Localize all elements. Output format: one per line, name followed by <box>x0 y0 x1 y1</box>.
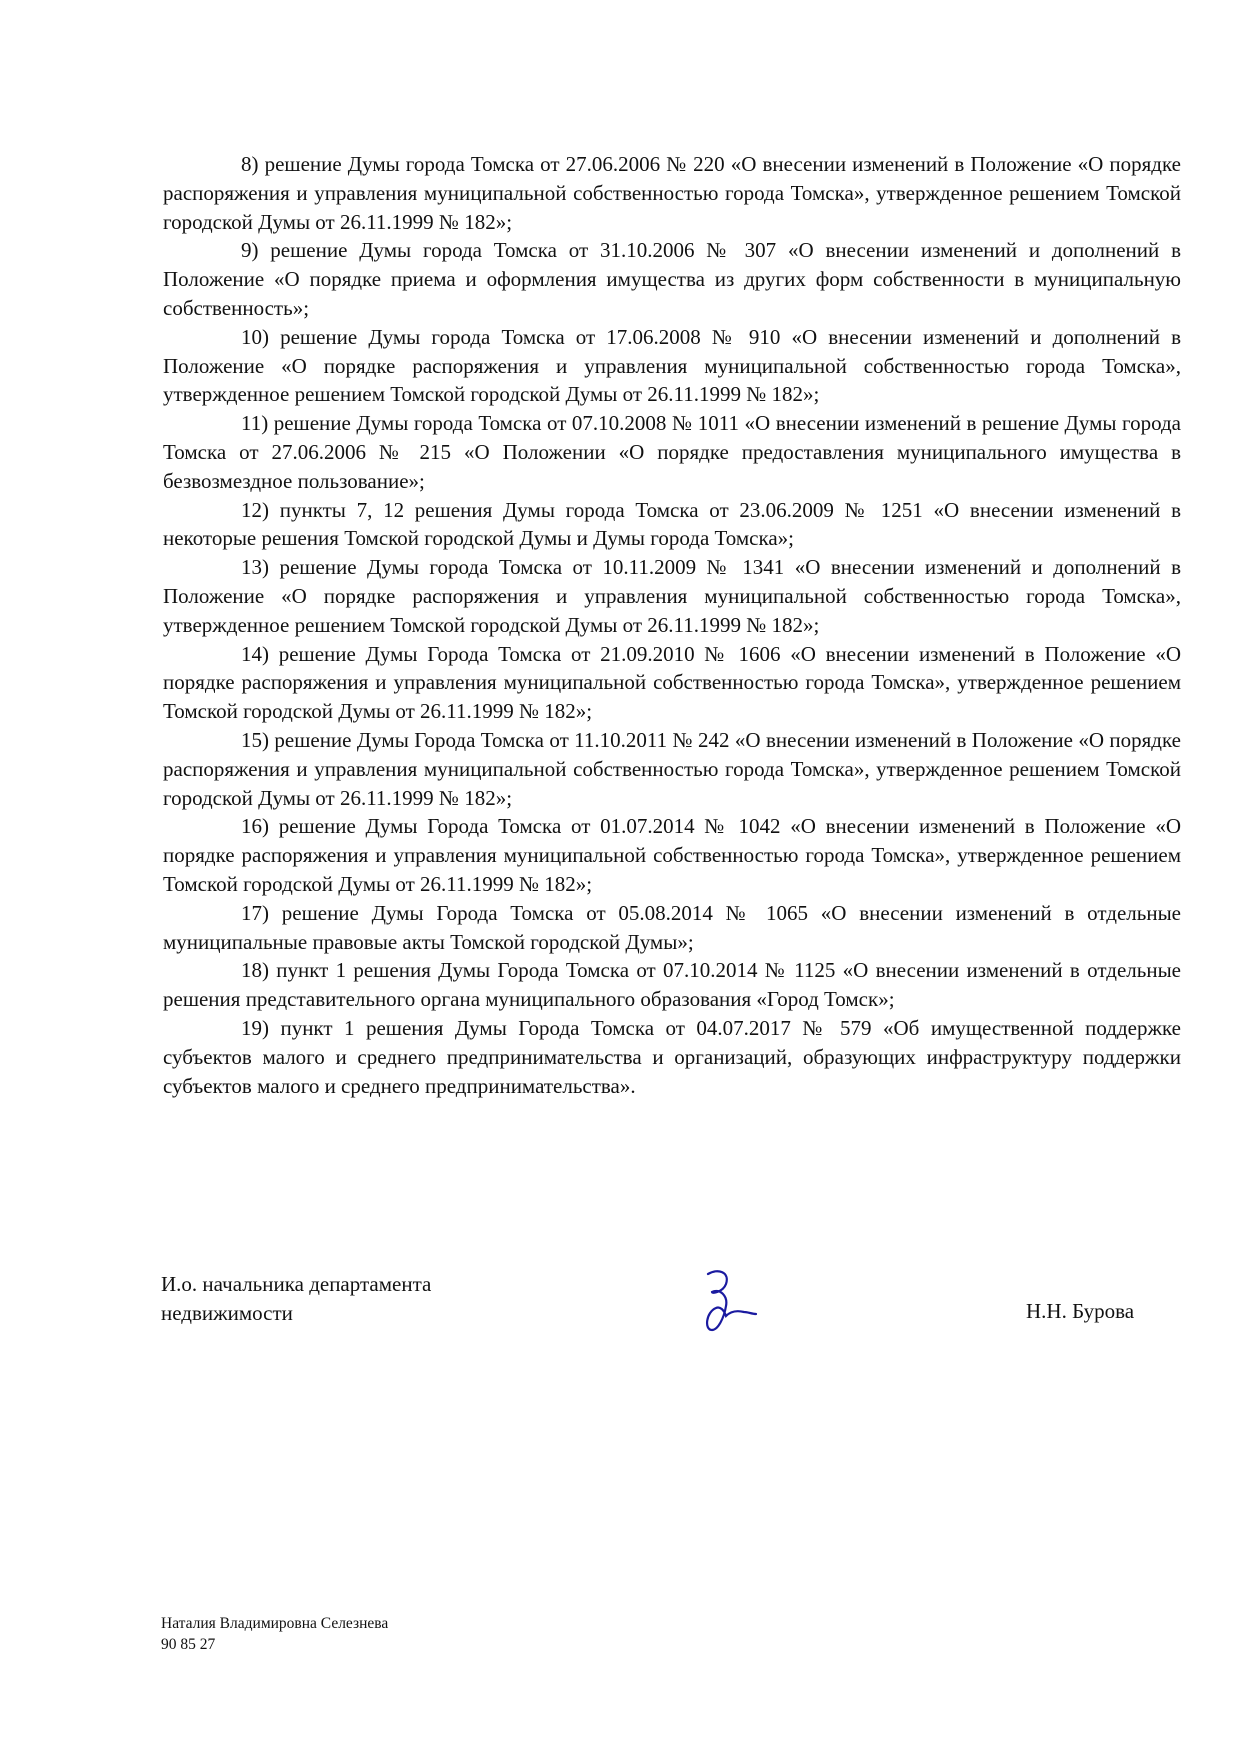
list-item: 9) решение Думы города Томска от 31.10.2006 № 307 «О внесении изменений и дополнений в Положение «О порядке приема и оформления имущества из других форм собственности в муниципальную собственность»; <box>163 238 1181 320</box>
list-item: 10) решение Думы города Томска от 17.06.2008 № 910 «О внесении изменений и дополнений в Положение «О порядке распоряжения и управления муниципальной собственностью города Томска», утвержденное решением Томской городской Думы от 26.11.1999 № 182»; <box>163 324 1181 407</box>
executor-info <box>161 1613 388 1655</box>
list-item: 11) решение Думы города Томска от 07.10.2008 № 1011 «О внесении изменений в решение Думы города Томска от 27.06.2006 № 215 «О Положении «О порядке предоставления муниципального имущества в безвозмездное пользование»; <box>163 411 1181 493</box>
list-item: 12) пункты 7, 12 решения Думы города Томска от 23.06.2009 № 1251 «О внесении изменений в некоторые решения Томской городской Думы и Думы города Томска»; <box>163 497 1181 551</box>
list-item: 8) решение Думы города Томска от 27.06.2006 № 220 «О внесении изменений в Положение «О порядке распоряжения и управления муниципальной собственностью города Томска», утвержденное решением Томской городской Думы от 26.11.1999 № 182»; <box>163 152 1181 234</box>
list-item: 15) решение Думы Города Томска от 11.10.2011 № 242 «О внесении изменений в Положение «О порядке распоряжения и управления муниципальной собственностью города Томска», утвержденное решением Томской городской Думы от 26.11.1999 № 182»; <box>163 727 1181 810</box>
signer-position <box>161 1270 431 1328</box>
signer-position-line1: И.о. начальника департамента <box>161 1272 432 1296</box>
list-item: 14) решение Думы Города Томска от 21.09.2010 № 1606 «О внесении изменений в Положение «О порядке распоряжения и управления муниципальной собственностью города Томска», утвержденное решением Томской городской Думы от 26.11.1999 № 182»; <box>163 641 1181 724</box>
executor-phone: 90 85 27 <box>161 1636 216 1653</box>
list-item: 17) решение Думы Города Томска от 05.08.2014 № 1065 «О внесении изменений в отдельные муниципальные правовые акты Томской городской Думы»; <box>163 900 1181 954</box>
executor-name: Наталия Владимировна Селезнева <box>161 1615 389 1632</box>
handwritten-signature <box>700 1268 770 1338</box>
list-item: 18) пункт 1 решения Думы Города Томска от 07.10.2014 № 1125 «О внесении изменений в отдельные решения представительного органа муниципального образования «Город Томск»; <box>163 958 1181 1012</box>
list-item: 13) решение Думы города Томска от 10.11.2009 № 1341 «О внесении изменений и дополнений в Положение «О порядке распоряжения и управления муниципальной собственностью города Томска», утвержденное решением Томской городской Думы от 26.11.1999 № 182»; <box>163 555 1181 637</box>
document-body <box>163 150 1181 1100</box>
signer-position-line2: недвижимости <box>161 1301 293 1325</box>
list-item: 16) решение Думы Города Томска от 01.07.2014 № 1042 «О внесении изменений в Положение «О порядке распоряжения и управления муниципальной собственностью города Томска», утвержденное решением Томской городской Думы от 26.11.1999 № 182»; <box>163 814 1181 896</box>
signer-name: Н.Н. Бурова <box>1026 1299 1135 1323</box>
list-item: 19) пункт 1 решения Думы Города Томска от 04.07.2017 № 579 «Об имущественной поддержке субъектов малого и среднего предпринимательства и организаций, образующих инфраструктуру поддержки субъектов малого и среднего предпринимательства». <box>163 1015 1181 1098</box>
